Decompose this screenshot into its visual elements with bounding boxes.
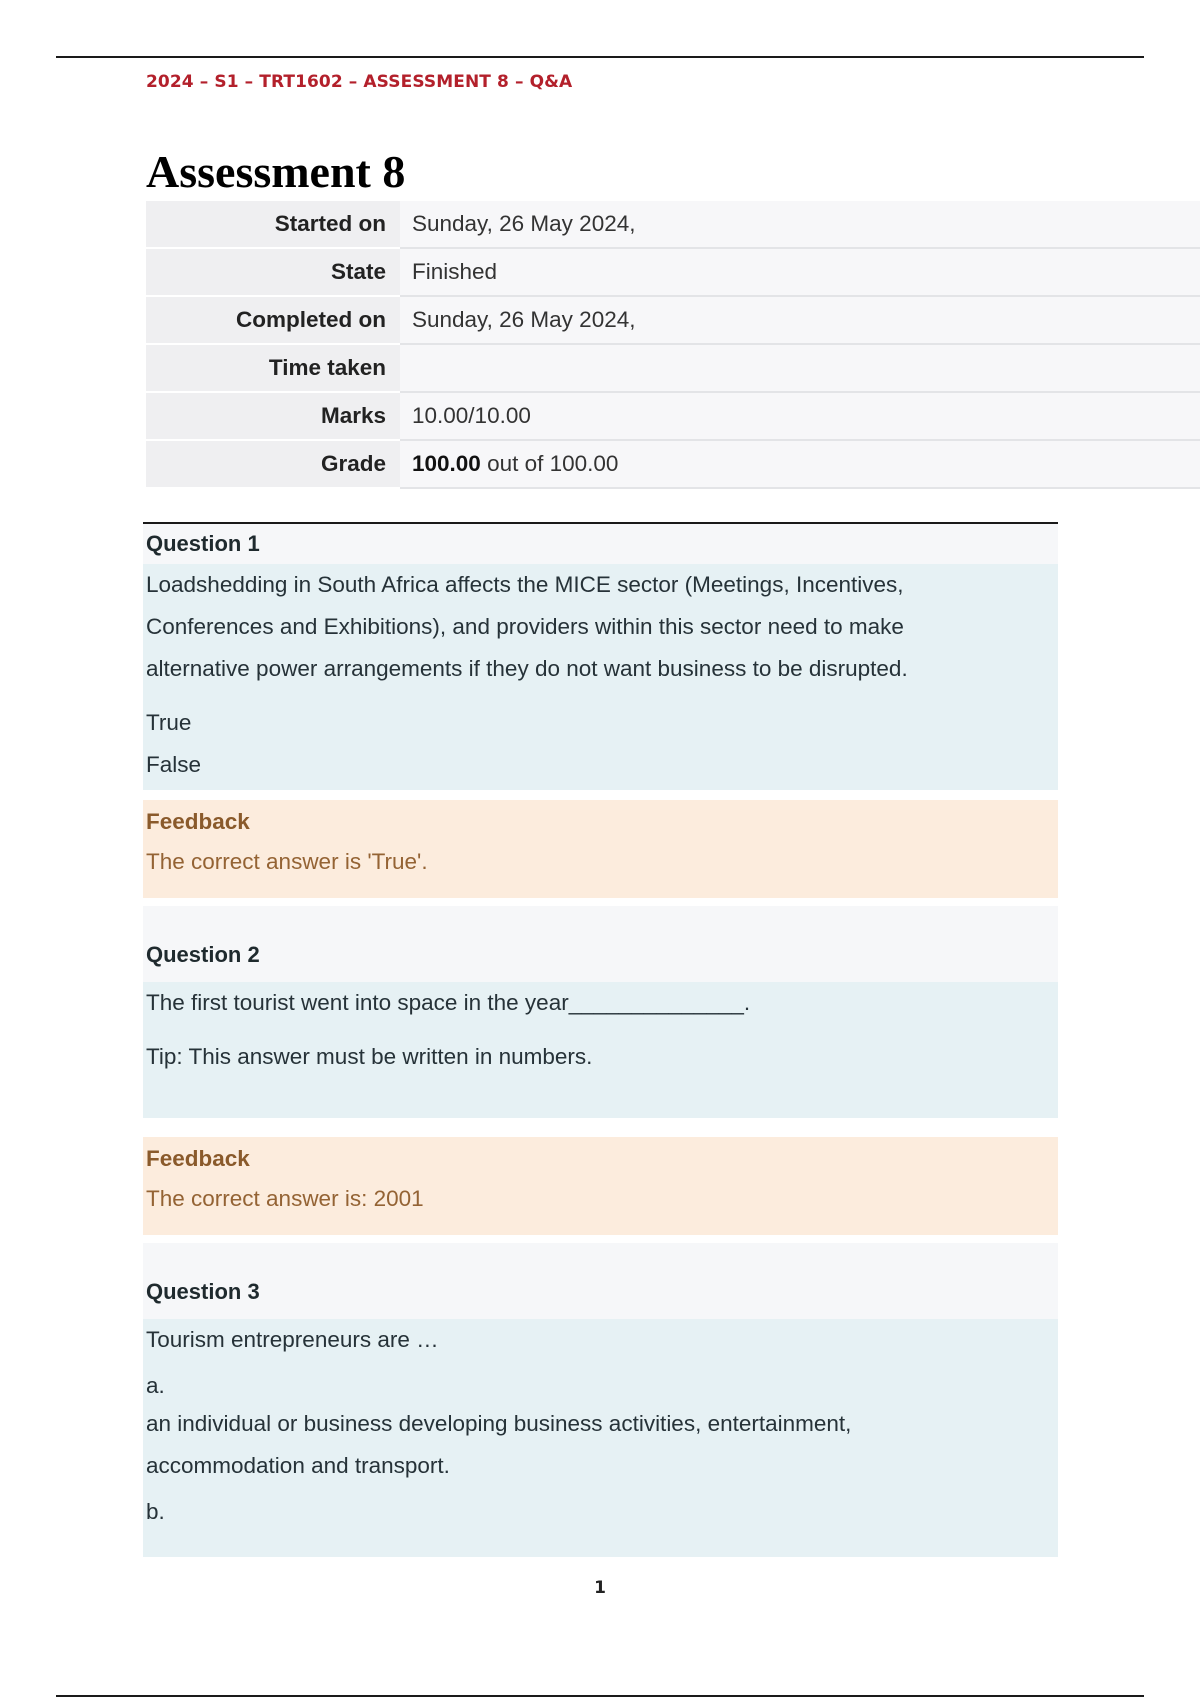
bottom-rule bbox=[56, 1695, 1144, 1697]
page-title: Assessment 8 bbox=[146, 146, 406, 197]
question-2-label: Question 2 bbox=[143, 906, 1058, 982]
summary-row-completed bbox=[146, 296, 1200, 344]
option-b-letter[interactable]: b. bbox=[146, 1499, 165, 1524]
question-1-feedback bbox=[143, 800, 1058, 898]
marks-value: 10.00/10.00 bbox=[400, 392, 1200, 440]
question-3 bbox=[143, 1243, 1058, 1557]
document-header: 2024 – S1 – TRT1602 – ASSESSMENT 8 – Q&A bbox=[146, 72, 573, 92]
spacer bbox=[146, 1487, 1055, 1495]
feedback-text: The correct answer is: 2001 bbox=[146, 1186, 424, 1211]
option-a-letter[interactable]: a. bbox=[146, 1373, 165, 1398]
time-value bbox=[400, 344, 1200, 392]
question-1-body bbox=[143, 564, 1058, 790]
question-2-feedback bbox=[143, 1137, 1058, 1235]
question-1-text-line: alternative power arrangements if they do not want business to be disrupted. bbox=[146, 656, 908, 681]
question-1 bbox=[143, 522, 1058, 790]
top-rule bbox=[56, 56, 1144, 58]
completed-label: Completed on bbox=[146, 296, 400, 344]
spacer bbox=[146, 1024, 1055, 1036]
option-a-text-line[interactable]: an individual or business developing business activities, entertainment, bbox=[146, 1411, 852, 1436]
feedback-title: Feedback bbox=[146, 809, 250, 834]
question-1-text-line: Loadshedding in South Africa affects the MICE sector (Meetings, Incentives, bbox=[146, 572, 904, 597]
completed-value: Sunday, 26 May 2024, bbox=[400, 296, 1200, 344]
grade-label: Grade bbox=[146, 440, 400, 488]
question-3-label: Question 3 bbox=[143, 1243, 1058, 1319]
attempt-summary-table bbox=[146, 201, 1200, 489]
feedback-text: The correct answer is 'True'. bbox=[146, 849, 428, 874]
page-number: 1 bbox=[594, 1578, 606, 1598]
spacer bbox=[146, 1361, 1055, 1369]
question-1-text-line: Conferences and Exhibitions), and providers within this sector need to make bbox=[146, 614, 904, 639]
answer-option-false[interactable]: False bbox=[146, 752, 202, 777]
feedback-title: Feedback bbox=[146, 1146, 250, 1171]
question-1-label: Question 1 bbox=[143, 522, 1058, 564]
question-3-body bbox=[143, 1319, 1058, 1557]
question-2 bbox=[143, 906, 1058, 1118]
started-value: Sunday, 26 May 2024, bbox=[400, 201, 1200, 248]
question-2-tip: Tip: This answer must be written in numbers. bbox=[146, 1044, 593, 1069]
spacer bbox=[146, 690, 1055, 702]
marks-label: Marks bbox=[146, 392, 400, 440]
answer-option-true[interactable]: True bbox=[146, 710, 192, 735]
state-label: State bbox=[146, 248, 400, 296]
started-label: Started on bbox=[146, 201, 400, 248]
summary-row-grade bbox=[146, 440, 1200, 488]
grade-out-of: out of 100.00 bbox=[480, 451, 619, 476]
question-3-text: Tourism entrepreneurs are … bbox=[146, 1327, 439, 1352]
option-a-text-line[interactable]: accommodation and transport. bbox=[146, 1453, 450, 1478]
summary-row-started bbox=[146, 201, 1200, 248]
question-2-body bbox=[143, 982, 1058, 1118]
grade-score: 100.00 bbox=[412, 451, 481, 476]
state-value: Finished bbox=[400, 248, 1200, 296]
grade-value bbox=[400, 440, 1200, 488]
summary-row-state bbox=[146, 248, 1200, 296]
summary-row-time bbox=[146, 344, 1200, 392]
question-2-text: The first tourist went into space in the year______________. bbox=[146, 990, 751, 1015]
summary-row-marks bbox=[146, 392, 1200, 440]
time-label: Time taken bbox=[146, 344, 400, 392]
